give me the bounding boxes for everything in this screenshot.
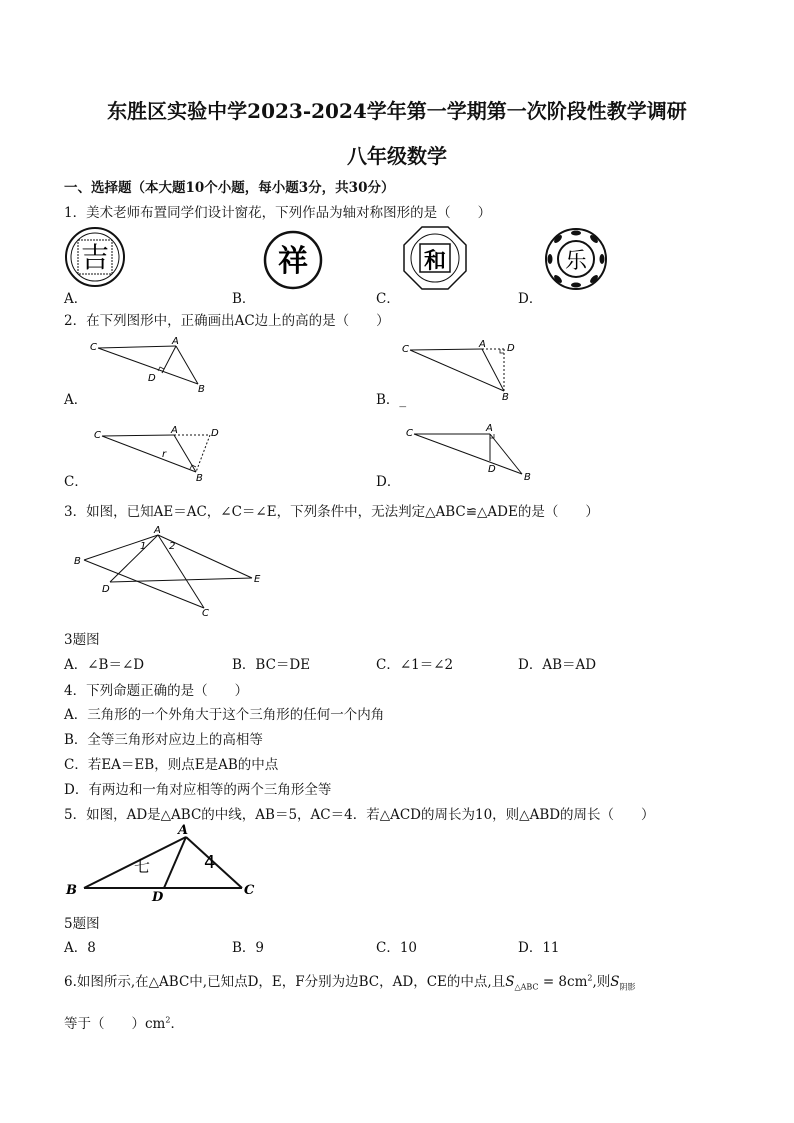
- q5-option-d: D．11: [518, 940, 560, 956]
- q4-stem: 4．下列命题正确的是（ ）: [64, 683, 249, 699]
- q2-figure-c-mark: r: [162, 449, 167, 460]
- q1-option-d: D．: [518, 291, 543, 307]
- q3-option-d: D．AB＝AD: [518, 657, 597, 673]
- svg-text:D: D: [102, 584, 110, 595]
- q2-stem: 2．在下列图形中，正确画出AC边上的高的是（ ）: [64, 313, 390, 329]
- exam-subtitle: 八年级数学: [347, 144, 447, 168]
- q5-option-b: B．9: [232, 940, 265, 956]
- q2-figure-a: [88, 336, 218, 396]
- q4-option-c: C．若EA＝EB，则点E是AB的中点: [64, 757, 279, 773]
- q5-stem: 5．如图，AD是△ABC的中线，AB＝5，AC＝4．若△ACD的周长为10，则△ABD的周长（ ）: [64, 807, 655, 823]
- q3-option-a: A．∠B＝∠D: [64, 657, 145, 673]
- q6-line2: 等于（ ）$cm^2$．: [64, 1015, 184, 1032]
- q3-caption: 3题图: [64, 632, 100, 648]
- svg-text:A: A: [178, 823, 189, 838]
- q1-char-d: 乐: [564, 249, 588, 274]
- svg-text:C: C: [90, 342, 97, 353]
- q2-figure-c: [92, 424, 222, 486]
- svg-text:A: A: [154, 525, 161, 536]
- q1-char-a: 吉: [80, 241, 110, 274]
- q3-figure: [72, 524, 272, 618]
- q1-option-a: A．: [64, 291, 88, 307]
- svg-text:A: A: [479, 339, 486, 350]
- svg-text:A: A: [172, 336, 179, 347]
- svg-text:C: C: [202, 608, 209, 619]
- q5-mark-ac: 4: [204, 852, 216, 873]
- svg-text:A: A: [171, 425, 178, 436]
- q4-option-b: B．全等三角形对应边上的高相等: [64, 732, 263, 748]
- svg-text:D: D: [211, 428, 219, 439]
- q1-char-b: 祥: [278, 244, 308, 279]
- q2-figure-b: [400, 337, 530, 403]
- q6-s-abc: S: [505, 974, 515, 990]
- section-heading: 一、选择题（本大题10个小题，每小题3分，共30分）: [64, 180, 395, 196]
- q3-stem: 3．如图，已知AE＝AC，∠C＝∠E，下列条件中，无法判定△ABC≌△ADE的是（ ）: [64, 504, 599, 520]
- svg-text:B: B: [198, 384, 205, 395]
- svg-text:D: D: [148, 373, 156, 384]
- q4-option-d: D．有两边和一角对应相等的两个三角形全等: [64, 782, 332, 798]
- exam-title: 东胜区实验中学2023-2024学年第一学期第一次阶段性教学调研: [107, 99, 687, 123]
- q6-s-shade: S: [610, 974, 620, 990]
- svg-text:D: D: [507, 343, 515, 354]
- svg-text:1: 1: [140, 541, 147, 552]
- q5-caption: 5题图: [64, 916, 100, 932]
- q2-option-b: B．_: [376, 392, 407, 408]
- svg-text:B: B: [66, 883, 77, 898]
- q2-option-a: A．: [64, 392, 88, 408]
- svg-text:2: 2: [169, 541, 176, 552]
- svg-text:C: C: [402, 344, 409, 355]
- q5-option-c: C．10: [376, 940, 418, 956]
- svg-text:D: D: [152, 890, 164, 905]
- svg-text:B: B: [196, 473, 203, 484]
- q6-stem: 6.如图所示,在△ABC中,已知点D，E，F分别为边BC，AD，CE的中点,且$S_{\triangle ABC} = 8cm^2$,则$S_{阴影}$: [64, 973, 636, 992]
- svg-text:B: B: [502, 392, 509, 403]
- q1-char-c: 和: [423, 249, 447, 274]
- q4-option-a: A．三角形的一个外角大于这个三角形的任何一个内角: [64, 707, 385, 723]
- svg-text:D: D: [488, 464, 496, 475]
- svg-text:C: C: [244, 883, 255, 898]
- q3-option-b: B．BC＝DE: [232, 657, 311, 673]
- q1-option-b: B．: [232, 291, 256, 307]
- q5-mark-ab: 七: [134, 857, 151, 876]
- q2-option-c: C．: [64, 474, 88, 490]
- svg-text:B: B: [74, 556, 81, 567]
- q3-option-c: C．∠1＝∠2: [376, 657, 454, 673]
- q5-option-a: A．8: [64, 940, 96, 956]
- q1-option-c: C．: [376, 291, 400, 307]
- q5-figure: [64, 823, 264, 905]
- q1-figure-c: [402, 225, 468, 291]
- svg-text:E: E: [254, 574, 261, 585]
- q2-option-d: D．: [376, 474, 401, 490]
- q1-figure-d: [544, 227, 608, 291]
- q2-option-b-mark: _: [399, 392, 407, 408]
- svg-text:C: C: [406, 428, 413, 439]
- q1-figure-a: [64, 226, 126, 288]
- q2-figure-d: [404, 422, 544, 484]
- q1-stem: 1．美术老师布置同学们设计窗花，下列作品为轴对称图形的是（ ）: [64, 205, 492, 221]
- svg-text:A: A: [486, 423, 493, 434]
- svg-text:B: B: [524, 472, 531, 483]
- q1-figure-b: [263, 230, 323, 290]
- svg-text:C: C: [94, 430, 101, 441]
